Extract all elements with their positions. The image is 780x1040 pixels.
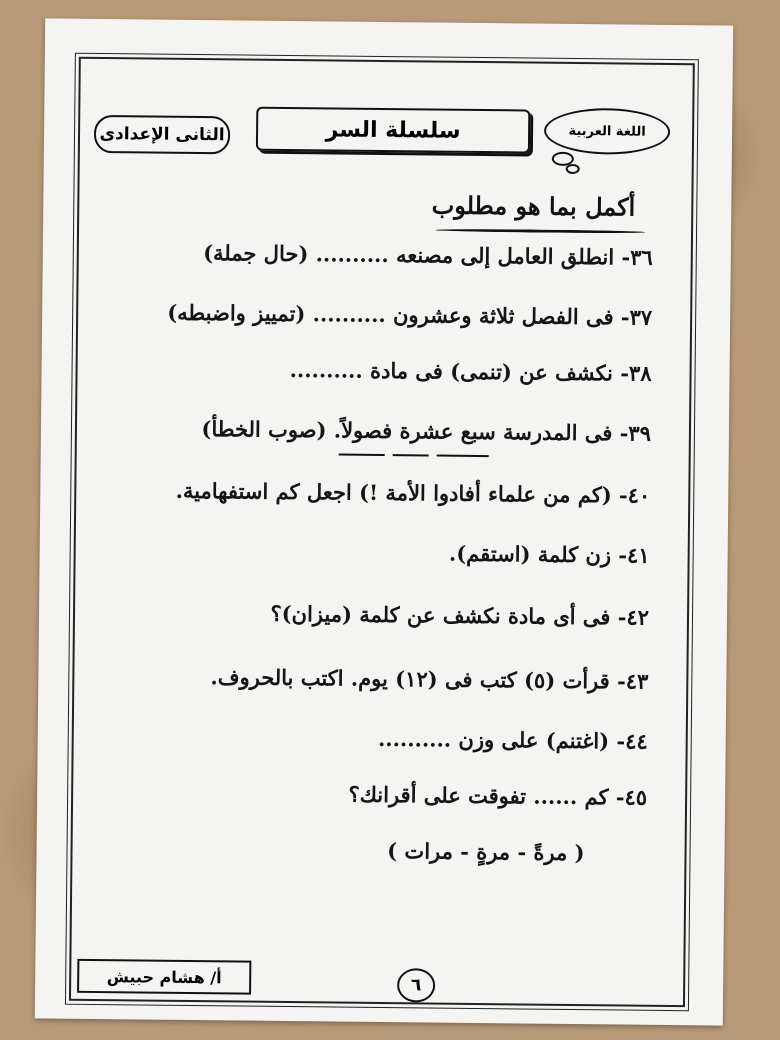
question-45: ٤٥- كم ...... تفوقت على أقرانك؟ xyxy=(348,781,648,810)
question-43: ٤٣- قرأت (٥) كتب فى (١٢) يوم. اكتب بالحروف. xyxy=(210,664,649,694)
question-38: ٣٨- نكشف عن (تنمى) فى مادة .......... xyxy=(289,357,652,386)
question-44: ٤٤- (اغتنم) على وزن .......... xyxy=(377,725,648,754)
question-42: ٤٢- فى أى مادة نكشف عن كلمة (ميزان)؟ xyxy=(270,600,650,630)
underline-saba xyxy=(339,454,385,456)
section-heading: أكمل بما هو مطلوب xyxy=(431,190,636,222)
question-45-options: ( مرةً - مرةٍ - مرات ) xyxy=(387,838,585,866)
question-36: ٣٦- انطلق العامل إلى مصنعه .......... (حال جملة) xyxy=(203,240,653,270)
series-title: سلسلة السر xyxy=(256,107,530,154)
thought-bubble-dot xyxy=(566,164,580,174)
heading-underline xyxy=(435,229,645,234)
page-number: ٦ xyxy=(397,968,435,1002)
underline-ashra xyxy=(393,454,429,456)
question-41: ٤١- زن كلمة (استقم). xyxy=(448,540,650,568)
underline-fusulan xyxy=(437,455,489,458)
page-border xyxy=(69,57,695,1007)
author-box: أ/ هشام حبيش xyxy=(77,959,251,995)
question-39: ٣٩- فى المدرسة سبع عشرة فصولاً. (صوب الخطأ) xyxy=(201,416,652,446)
question-37: ٣٧- فى الفصل ثلاثة وعشرون .......... (تمييز واضبطه) xyxy=(167,299,653,330)
worksheet-page xyxy=(35,18,733,1025)
question-40: ٤٠- (كم من علماء أفادوا الأمة !) اجعل كم استفهامية. xyxy=(175,477,651,508)
subject-label: اللغة العربية xyxy=(544,108,670,155)
grade-badge: الثانى الإعدادى xyxy=(94,115,230,154)
